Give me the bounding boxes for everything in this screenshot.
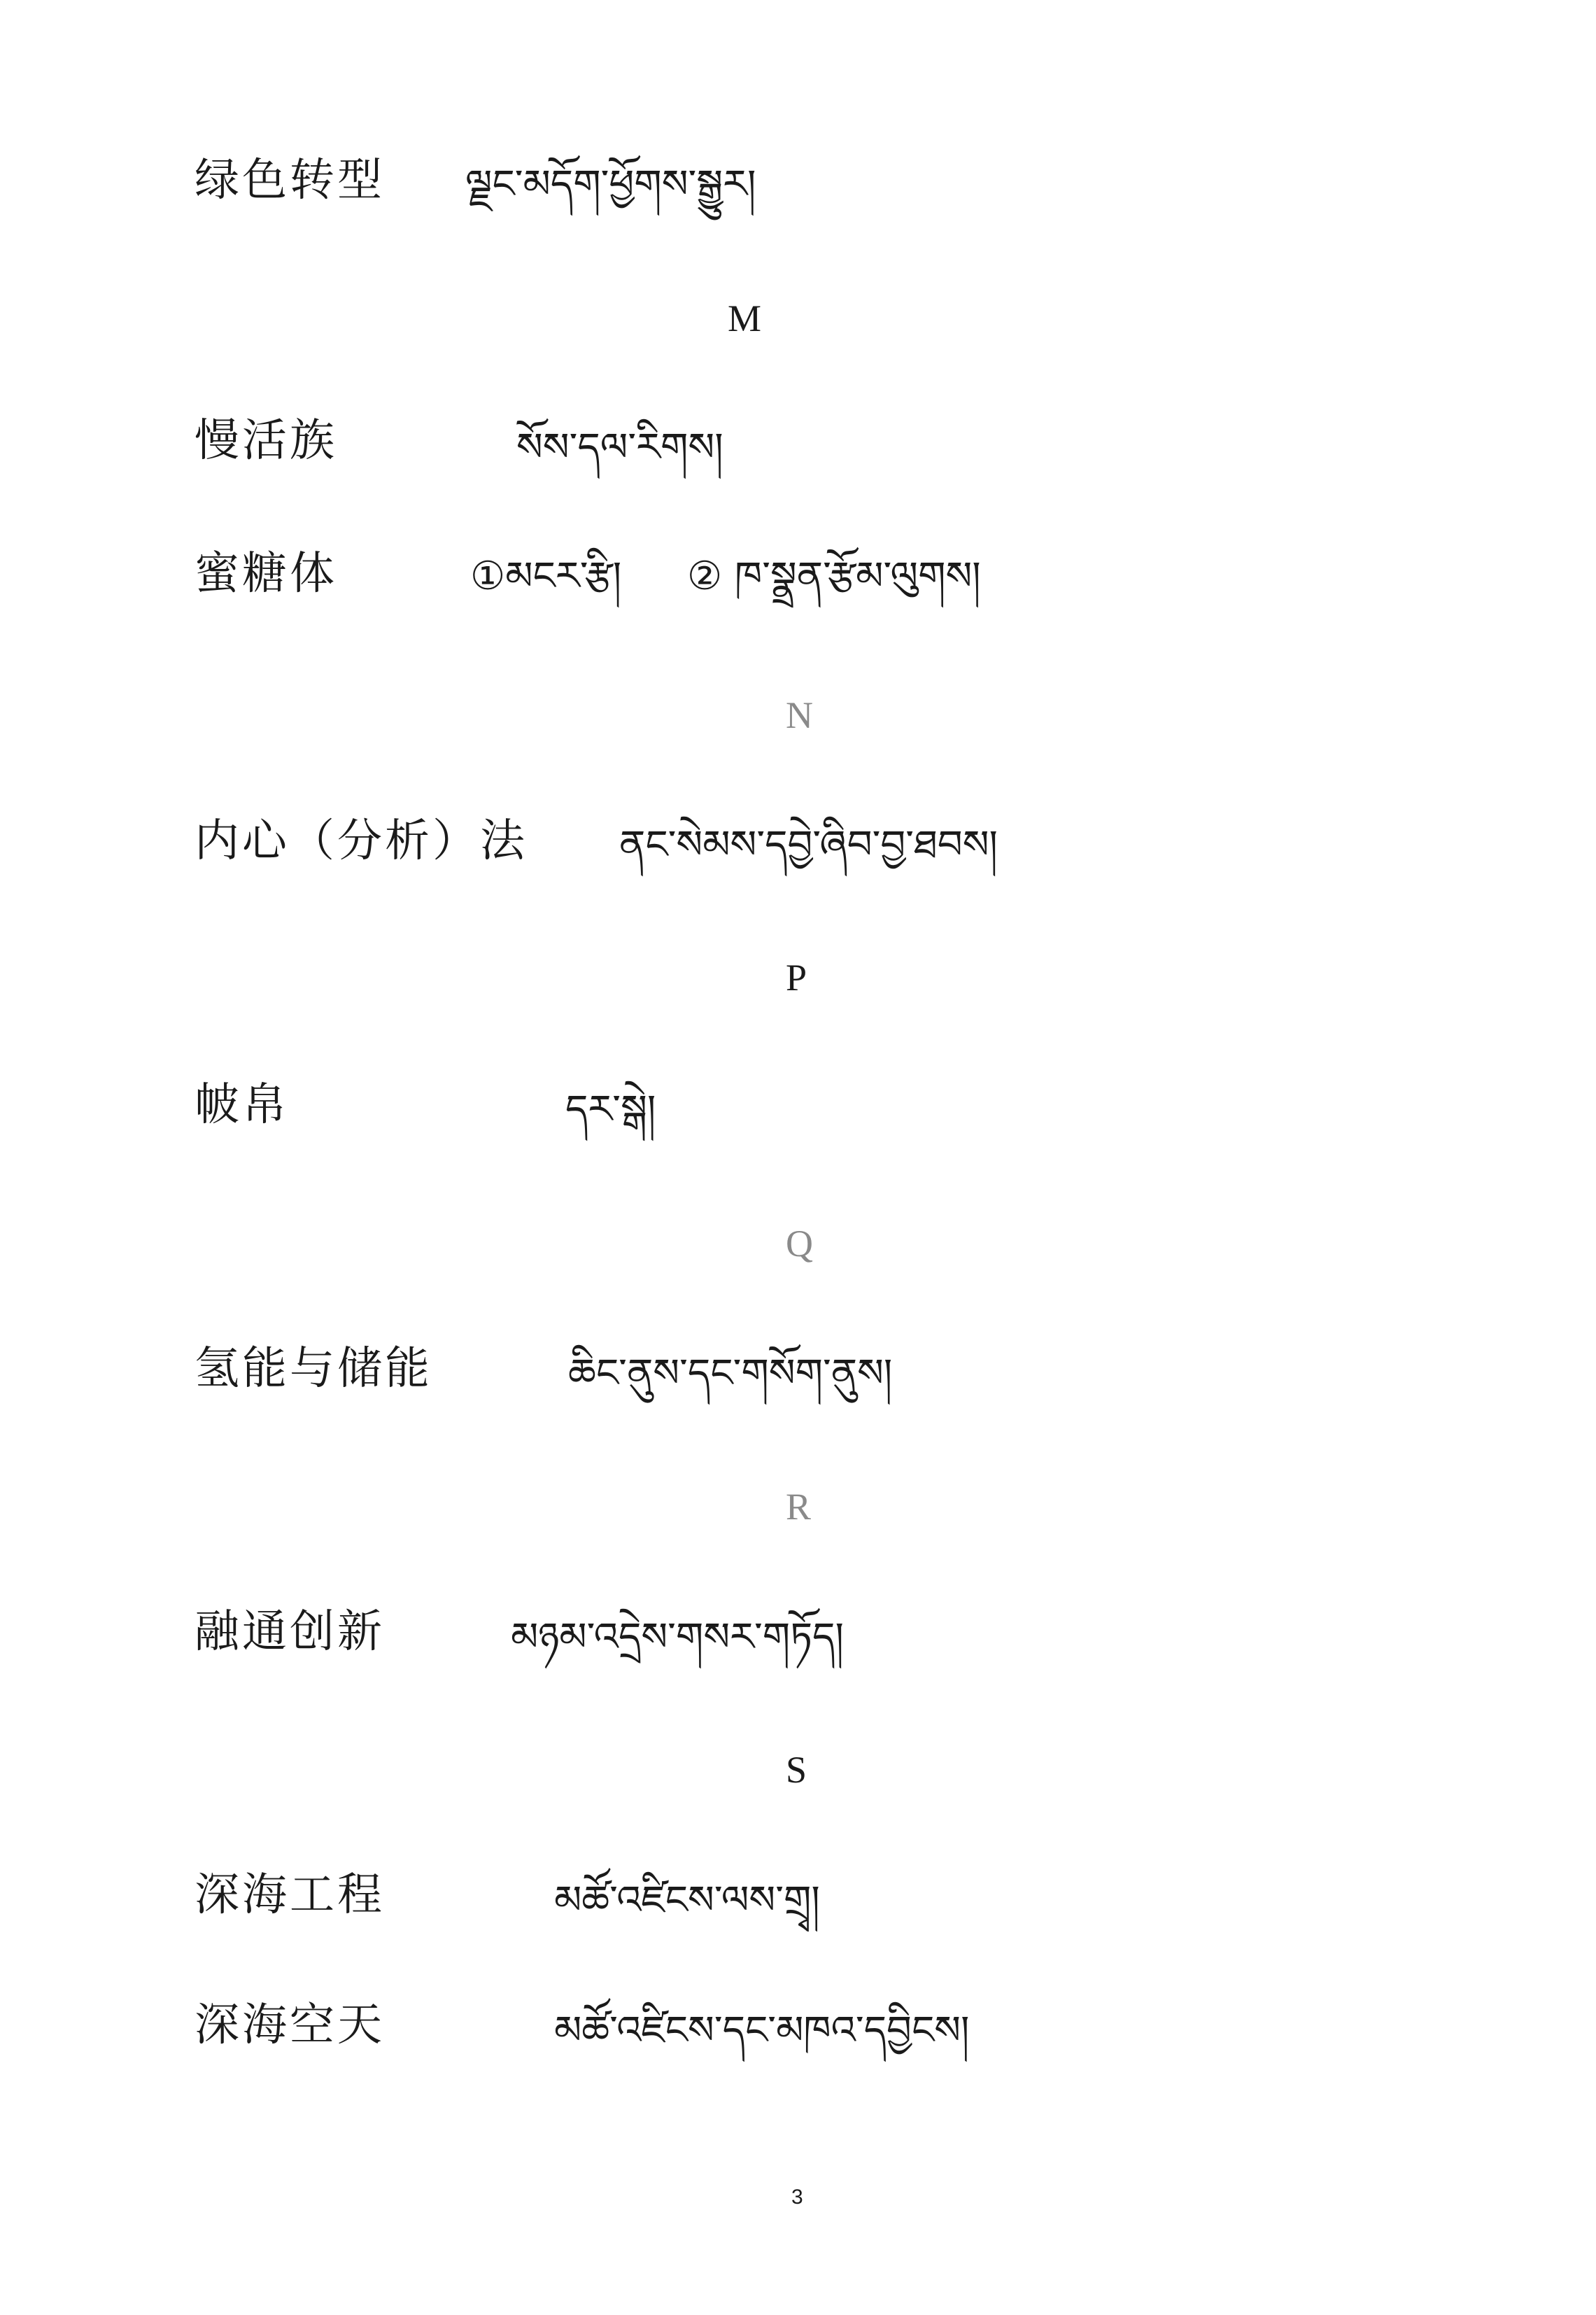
entry-bo-honey-style-1: ①མངར་རྩི། [470, 554, 622, 599]
page-number: 3 [791, 2186, 803, 2209]
entry-zh-honey-style: 蜜糖体 [195, 548, 337, 600]
entry-zh-hydrogen-storage: 氢能与储能 [195, 1343, 432, 1395]
entry-bo-hydrogen-storage: ཆིང་ནུས་དང་གསོག་ནུས། [568, 1351, 893, 1396]
entry-bo-deep-sea-engineering: མཚོ་འཛིངས་ལས་གྲྭ། [554, 1878, 820, 1923]
entry-zh-deep-sea-aerospace: 深海空天 [195, 1999, 385, 2051]
entry-bo-integrated-innovation: མཉམ་འདྲེས་གསར་གཏོད། [511, 1614, 844, 1660]
section-letter-n: N [786, 694, 813, 736]
entry-bo-inner-analysis: ནང་སེམས་དབྱེ་ཞིབ་བྱ་ཐབས། [619, 822, 998, 868]
entry-zh-inner-analysis: 内心（分析）法 [195, 815, 528, 867]
entry-zh-slow-living: 慢活族 [195, 415, 337, 467]
entry-zh-deep-sea-engineering: 深海工程 [195, 1869, 385, 1921]
entry-zh-integrated-innovation: 融通创新 [195, 1606, 385, 1658]
section-letter-s: S [786, 1749, 807, 1791]
entry-bo-slow-living: སོས་དལ་རིགས། [516, 425, 723, 470]
section-letter-r: R [786, 1486, 812, 1528]
entry-bo-deep-sea-aerospace: མཚོ་འཛིངས་དང་མཁའ་དབྱིངས། [554, 2008, 970, 2053]
section-letter-q: Q [786, 1223, 813, 1265]
entry-zh-green-transition: 绿色转型 [195, 155, 385, 206]
entry-bo-shawl: དར་སྒེ། [565, 1087, 656, 1132]
entry-bo-green-transition: ལྗང་མདོག་ཕྱོགས་སྒྱུར། [465, 162, 756, 207]
entry-zh-shawl: 帔帛 [195, 1079, 290, 1131]
entry-bo-honey-style-2: ② ཁ་སྣྲན་རྩོམ་ལུགས། [687, 554, 981, 599]
section-letter-p: P [786, 957, 807, 999]
section-letter-m: M [728, 297, 762, 339]
